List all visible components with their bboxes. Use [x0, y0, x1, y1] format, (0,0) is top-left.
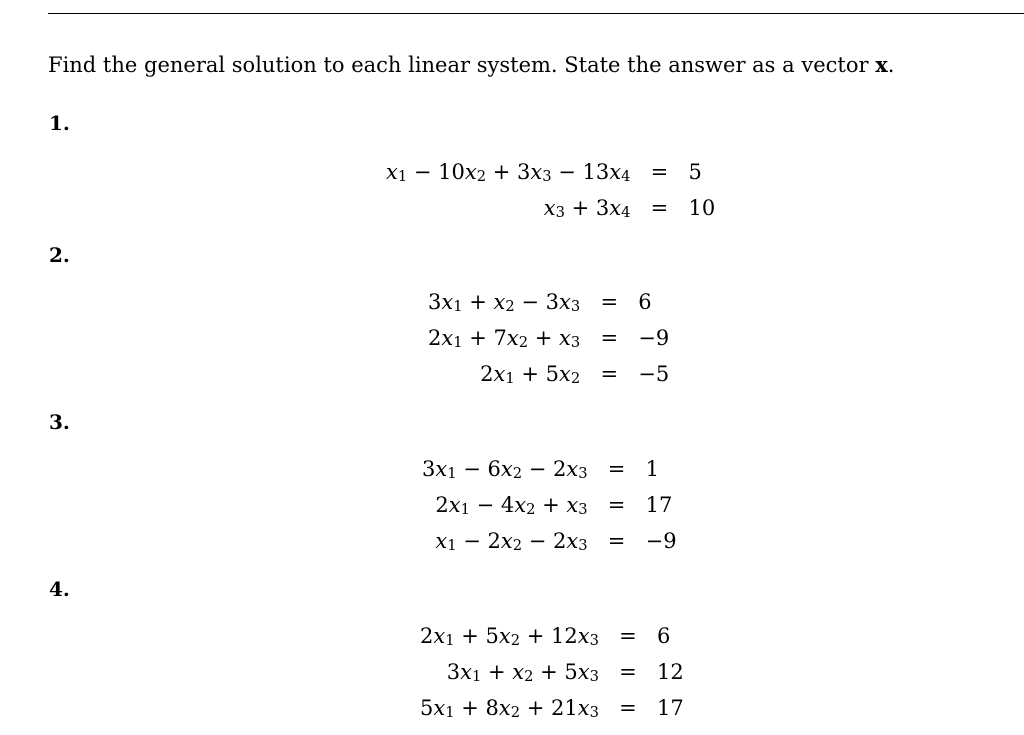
variable: $x_3$ [566, 457, 588, 483]
equation-row [422, 451, 677, 487]
equation-lhs: $2x_1 + 7x_2 + x_3$ [428, 326, 581, 352]
equation-rhs: 5 [688, 160, 702, 184]
variable: $x_3$ [566, 529, 588, 555]
equation-row [428, 320, 669, 356]
problem-4-number: 4. [49, 577, 70, 601]
variable: $x_3$ [577, 624, 599, 650]
variable: $x_2$ [506, 326, 529, 352]
variable: $x_2$ [514, 493, 536, 519]
equation-row [428, 284, 669, 320]
equation-row [386, 190, 715, 226]
equation-rhs: 12 [656, 660, 684, 684]
equals-sign: = [600, 290, 619, 314]
variable: $x_4$ [609, 196, 631, 222]
variable: $x_3$ [577, 696, 599, 722]
variable: $x_1$ [493, 362, 515, 388]
problem-2-system [428, 284, 669, 392]
variable: $x_4$ [609, 160, 631, 186]
variable: $x_1$ [433, 624, 455, 650]
variable: $x_1$ [386, 160, 408, 186]
variable: $x_1$ [441, 290, 463, 316]
variable: $x_3$ [559, 326, 581, 352]
equals-sign: = [600, 362, 619, 386]
problem-4-system [420, 618, 684, 726]
equation-lhs: $5x_1 + 8x_2 + 21x_3$ [420, 696, 599, 722]
variable: $x_1$ [460, 660, 482, 686]
variable: $x_2$ [559, 362, 581, 388]
equation-row [420, 690, 684, 726]
equals-sign: = [607, 529, 626, 553]
instructions [48, 52, 894, 77]
equation-row [428, 356, 669, 392]
problem-1-system [386, 154, 715, 226]
variable: $x_3$ [530, 160, 552, 186]
variable: $x_3$ [559, 290, 581, 316]
equals-sign: = [619, 696, 637, 720]
equation-lhs: $2x_1 + 5x_2$ [480, 362, 581, 388]
equals-sign: = [619, 624, 637, 648]
equation-lhs: $3x_1 + x_2 - 3x_3$ [428, 290, 581, 316]
equals-sign: = [600, 326, 619, 350]
equals-sign: = [607, 457, 626, 481]
equals-sign: = [607, 493, 626, 517]
problem-3-system [422, 451, 677, 559]
variable: $x_2$ [498, 696, 521, 722]
variable: $x_1$ [435, 457, 457, 483]
equation-lhs: $3x_1 + x_2 + 5x_3$ [446, 660, 599, 686]
equation-rhs: 17 [645, 493, 673, 517]
equation-lhs: $x_1 - 2x_2 - 2x_3$ [435, 529, 588, 555]
instructions-text: Find the general solution to each linear system. State the answer as a vector [48, 53, 876, 77]
equation-rhs: 6 [638, 290, 652, 314]
equation-row [386, 154, 715, 190]
variable: $x_1$ [433, 696, 455, 722]
variable: $x_3$ [577, 660, 599, 686]
equation-lhs: $x_1 - 10x_2 + 3x_3 - 13x_4$ [386, 160, 631, 186]
equation-rhs: 6 [656, 624, 671, 648]
equals-sign: = [619, 660, 637, 684]
variable: $x_2$ [512, 660, 534, 686]
equals-sign: = [650, 160, 669, 184]
problem-1-number: 1. [49, 111, 70, 135]
equation-lhs: $x_3 + 3x_4$ [543, 196, 631, 222]
variable: $x_1$ [435, 529, 457, 555]
variable: $x_3$ [566, 493, 588, 519]
equation-rhs: 10 [688, 196, 716, 220]
equation-rhs: −9 [638, 326, 670, 350]
top-horizontal-rule [48, 13, 1024, 14]
equation-rhs: 1 [645, 457, 659, 481]
equation-rhs: −5 [638, 362, 670, 386]
equation-row [420, 618, 684, 654]
equation-rhs: −9 [645, 529, 677, 553]
equation-row [420, 654, 684, 690]
equation-lhs: $3x_1 - 6x_2 - 2x_3$ [422, 457, 588, 483]
variable: $x_2$ [493, 290, 515, 316]
equation-rhs: 17 [656, 696, 684, 720]
equation-lhs: $2x_1 + 5x_2 + 12x_3$ [420, 624, 599, 650]
variable: $x_2$ [464, 160, 487, 186]
equals-sign: = [650, 196, 669, 220]
equation-row [422, 523, 677, 559]
variable: $x_2$ [498, 624, 521, 650]
problem-2-number: 2. [49, 243, 70, 267]
variable: $x_2$ [500, 529, 523, 555]
instructions-period: . [887, 53, 895, 77]
variable: $x_1$ [441, 326, 463, 352]
equation-row [422, 487, 677, 523]
vector-symbol: x [875, 52, 888, 77]
variable: $x_1$ [448, 493, 470, 519]
variable: $x_2$ [500, 457, 523, 483]
equation-lhs: $2x_1 - 4x_2 + x_3$ [435, 493, 588, 519]
variable: $x_3$ [543, 196, 565, 222]
problem-3-number: 3. [49, 410, 70, 434]
